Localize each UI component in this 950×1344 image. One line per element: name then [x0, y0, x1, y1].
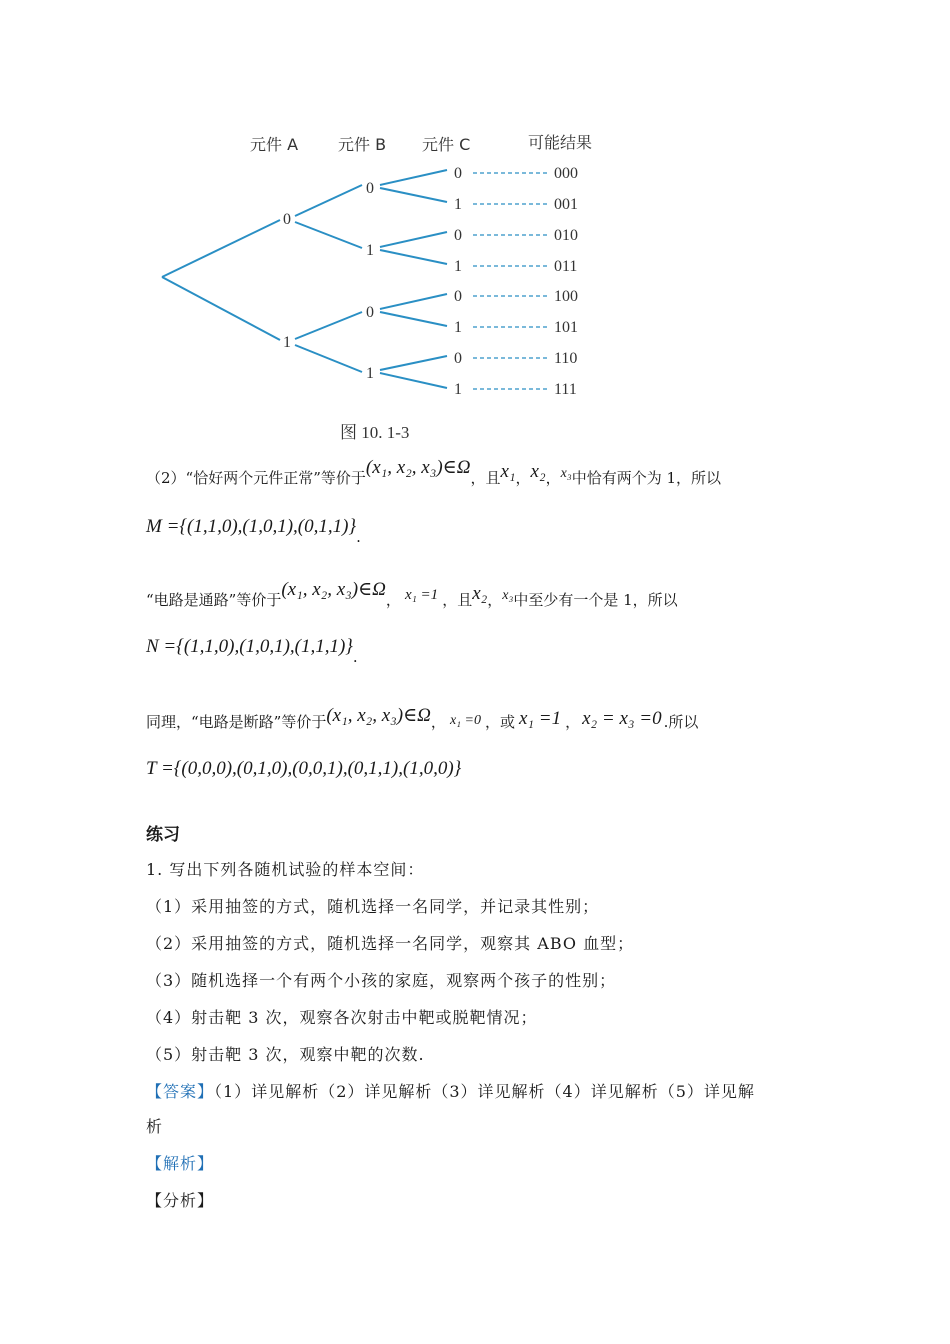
header-a: 元件 A [250, 135, 299, 154]
p2-tuple: (x₁, x₂, x₃)∈Ω [365, 457, 471, 478]
n-comma1: ， [385, 591, 401, 609]
n-x2: x₂ [472, 583, 488, 604]
branch-root-1 [162, 277, 280, 340]
t-cond2: x₁ =1 [518, 708, 562, 729]
outcome-010: 010 [554, 227, 578, 244]
n-cond: x₁ =1 [404, 587, 439, 603]
set-t-line [146, 758, 461, 780]
outcome-110: 110 [554, 350, 578, 367]
outcome-111: 111 [554, 381, 577, 398]
n-x3: x₃ [502, 588, 514, 603]
node-c-3: 1 [454, 258, 462, 275]
answer-wrap: 析 [146, 1117, 164, 1136]
header-c: 元件 C [422, 135, 471, 154]
branch-a0-b1 [295, 222, 362, 248]
branch-b1-c0 [380, 232, 447, 247]
node-b-1: 1 [366, 242, 374, 259]
practice-item-1: （1）采用抽签的方式，随机选择一名同学，并记录其性别； [146, 897, 600, 916]
set-m: M ={(1,1,0),(1,0,1),(0,1,1)} [146, 516, 357, 537]
practice-heading: 练习 [146, 825, 180, 845]
p2-prefix: （2）“恰好两个元件正常”等价于 [146, 469, 366, 487]
fenxi-tag: 【分析】 [146, 1191, 215, 1210]
t-suffix: .所以 [663, 713, 699, 731]
branch-root-0 [162, 220, 280, 277]
tree-diagram [140, 122, 620, 452]
n-prefix: “电路是通路”等价于 [146, 591, 282, 609]
outcome-101: 101 [554, 319, 578, 336]
branch-b3-c1 [380, 373, 447, 388]
t-comma1: ， [430, 713, 446, 731]
n-tuple: (x₁, x₂, x₃)∈Ω [281, 579, 386, 600]
practice-item-3: （3）随机选择一个有两个小孩的家庭，观察两个孩子的性别； [146, 971, 617, 990]
practice-q1: 1. 写出下列各随机试验的样本空间： [146, 860, 425, 879]
figure-caption: 图 10. 1-3 [340, 423, 410, 442]
branch-b0-c0 [380, 170, 447, 185]
node-c-4: 0 [454, 288, 462, 305]
solution-line-n [146, 579, 678, 611]
node-c-5: 1 [454, 319, 462, 336]
t-cond3: x₂ = x₃ =0 [582, 708, 662, 729]
solution-line-p2 [146, 457, 722, 489]
header-result: 可能结果 [528, 133, 593, 152]
p2-x2: x₂ [530, 461, 546, 482]
practice-item-2: （2）采用抽签的方式，随机选择一名同学，观察其 ABO 血型； [146, 934, 635, 953]
p2-mid1: ，且 [470, 469, 501, 487]
set-m-dot: . [356, 528, 361, 546]
node-c-2: 0 [454, 227, 462, 244]
branch-b1-c1 [380, 250, 447, 264]
practice-item-5: （5）射击靶 3 次，观察中靶的次数. [146, 1045, 425, 1064]
t-comma2: ， [565, 713, 581, 731]
t-prefix: 同理，“电路是断路”等价于 [146, 713, 327, 731]
t-cond1: x₁ =0 [449, 713, 481, 728]
p2-comma1: ， [515, 469, 531, 487]
answer-text: （1）详见解析（2）详见解析（3）详见解析（4）详见解析（5）详见解 [214, 1082, 755, 1101]
node-b-0: 0 [366, 180, 374, 197]
outcome-001: 001 [554, 196, 578, 213]
outcome-100: 100 [554, 288, 578, 305]
node-a-0: 0 [283, 211, 291, 228]
set-n-dot: . [352, 648, 358, 666]
outcome-000: 000 [554, 165, 578, 182]
set-m-line [146, 516, 361, 546]
dashed-leaders [473, 173, 548, 389]
branch-a0-b0 [295, 185, 362, 216]
branch-a1-b0 [295, 312, 362, 339]
branch-b2-c0 [380, 294, 447, 309]
solution-line-t [146, 705, 699, 733]
node-c-7: 1 [454, 381, 462, 398]
node-c-6: 0 [454, 350, 462, 367]
branch-b3-c0 [380, 356, 447, 370]
node-c-1: 1 [454, 196, 462, 213]
p2-x3: x₃ [560, 466, 572, 481]
n-comma2: ， [487, 591, 503, 609]
set-n: N ={(1,1,0),(1,0,1),(1,1,1)} [146, 636, 353, 657]
node-b-3: 1 [366, 365, 374, 382]
node-c-0: 0 [454, 165, 462, 182]
set-n-line [146, 636, 358, 666]
practice-item-4: （4）射击靶 3 次，观察各次射击中靶或脱靶情况； [146, 1008, 538, 1027]
t-tuple: (x₁, x₂, x₃)∈Ω [326, 705, 431, 726]
answer-line [146, 1079, 755, 1102]
analysis-tag: 【解析】 [146, 1154, 215, 1173]
n-mid: ，且 [442, 591, 473, 609]
node-a-1: 1 [283, 334, 291, 351]
n-suffix: 中至少有一个是 1，所以 [513, 591, 678, 609]
p2-comma2: ， [545, 469, 561, 487]
header-b: 元件 B [338, 135, 387, 154]
answer-tag: 【答案】 [146, 1082, 215, 1101]
node-b-2: 0 [366, 304, 374, 321]
branch-a1-b1 [295, 345, 362, 372]
t-or: ，或 [484, 713, 515, 731]
branch-b0-c1 [380, 188, 447, 202]
outcome-011: 011 [554, 258, 578, 275]
p2-x1: x₁ [500, 461, 516, 482]
branch-b2-c1 [380, 312, 447, 326]
set-t: T ={(0,0,0),(0,1,0),(0,0,1),(0,1,1),(1,0,0)} [146, 758, 462, 779]
p2-suffix: 中恰有两个为 1，所以 [571, 469, 722, 487]
